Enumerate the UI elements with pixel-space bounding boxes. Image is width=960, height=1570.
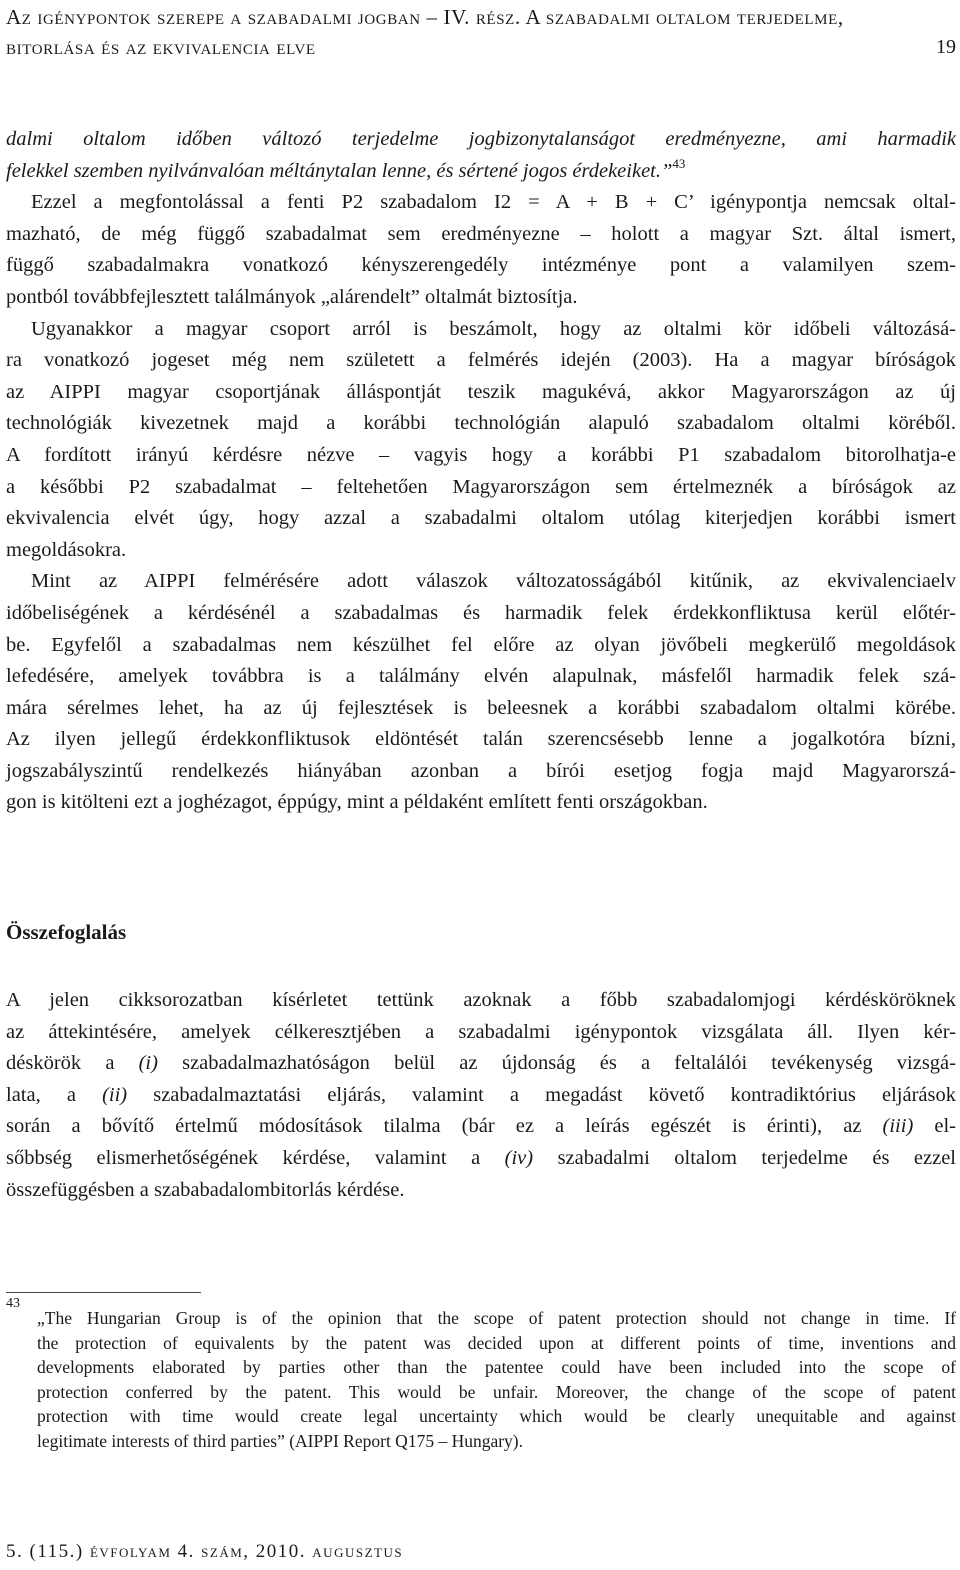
text-segment: déskörök a xyxy=(6,1052,139,1075)
text-segment: Ezzel a megfontolással a fenti P2 szabadalom I2 = A + B + C’ igénypontja nemcsak oltal- xyxy=(31,191,956,214)
running-header-line-1: Az igénypontok szerepe a szabadalmi jogban – IV. rész. A szabadalmi oltalom terjedelme, xyxy=(6,5,844,29)
text-segment: (ii) xyxy=(102,1083,128,1106)
footnote-reference: 43 xyxy=(672,155,686,171)
text-segment: lata, a xyxy=(6,1083,103,1106)
text-line xyxy=(6,1048,956,1080)
footnote-line: the protection of equivalents by the patent was decided upon at different points of time, inventions and xyxy=(37,1332,956,1353)
text-segment: ra vonatkozó jogeset még nem született a felmérés idején (2003). Ha a magyar bíróságok xyxy=(6,349,956,372)
page-footer: 5. (115.) évfolyam 4. szám, 2010. augusztus xyxy=(6,1541,404,1562)
text-segment: megoldásokra. xyxy=(6,538,127,561)
text-line xyxy=(6,408,956,440)
text-segment: (i) xyxy=(138,1052,158,1075)
text-segment: során a bővítő értelmű módosítások tilalma (bár ez a leírás egészét is érinti), az xyxy=(6,1115,883,1138)
summary-text xyxy=(6,985,956,1206)
text-segment: időbeliségének a kérdésénél a szabadalmas és harmadik felek érdekkonfliktusa kerül előtér- xyxy=(6,601,956,624)
text-line xyxy=(6,566,956,598)
text-line xyxy=(6,535,956,567)
text-line xyxy=(6,472,956,504)
text-line xyxy=(6,1111,956,1143)
text-line xyxy=(6,630,956,662)
text-segment: szabadalmi oltalom terjedelme és ezzel xyxy=(533,1146,956,1169)
text-line xyxy=(6,1143,956,1175)
body-text xyxy=(6,124,956,819)
text-line xyxy=(6,661,956,693)
text-segment: mára sérelmes lehet, ha az új fejlesztések is beleesnek a korábbi szabadalom oltalmi körébe. xyxy=(6,696,956,719)
text-segment: Az ilyen jellegű érdekkonfliktusok eldöntését talán szerencsésebb lenne a jogalkotóra bízni, xyxy=(6,728,956,751)
footnote-line: „The Hungarian Group is of the opinion that the scope of patent protection should not change in time. If xyxy=(37,1308,956,1328)
text-line xyxy=(6,219,956,251)
text-segment: felekkel szemben nyilvánvalóan méltánytalan lenne, és sértené jogos érdekeiket.” xyxy=(6,159,673,182)
text-line xyxy=(6,377,956,409)
text-segment: pontból továbbfejlesztett találmányok „alárendelt” oltalmát biztosítja. xyxy=(6,285,578,308)
text-segment: Ugyanakkor a magyar csoport arról is beszámolt, hogy az oltalmi kör időbeli változásá- xyxy=(31,317,956,340)
text-line xyxy=(6,1017,956,1049)
text-line xyxy=(6,440,956,472)
text-line xyxy=(6,503,956,535)
text-segment: technológiák kivezetnek majd a korábbi technológián alapuló szabadalom oltalmi köréből. xyxy=(6,412,956,435)
text-segment: A fordított irányú kérdésre nézve – vagyis hogy a korábbi P1 szabadalom bitorolhatja-e xyxy=(6,443,956,466)
text-segment: dalmi oltalom időben változó terjedelme jogbizonytalanságot eredményezne, ami harmadik xyxy=(6,128,956,150)
running-header xyxy=(6,2,956,62)
text-segment: el- xyxy=(913,1115,956,1138)
text-segment: gon is kitölteni ezt a joghézagot, éppúgy, mint a példaként említett fenti országokban. xyxy=(6,791,708,814)
text-segment: az áttekintésére, amelyek célkeresztjében a szabadalmi igénypontok vizsgálata áll. Ilyen kér- xyxy=(6,1020,956,1043)
text-segment: be. Egyfelől a szabadalmas nem készülhet fel előre az olyan jövőbeli megkerülő megoldások xyxy=(6,633,956,656)
text-line xyxy=(6,250,956,282)
section-heading-summary: Összefoglalás xyxy=(6,920,127,944)
text-line xyxy=(6,187,956,219)
running-header-line-2: bitorlása és az ekvivalencia elve xyxy=(6,35,316,59)
text-segment: az AIPPI magyar csoportjának álláspontját teszik magukévá, akkor Magyarországon az új xyxy=(6,380,956,403)
text-line xyxy=(6,1080,956,1112)
text-segment: összefüggésben a szababadalombitorlás kérdése. xyxy=(6,1178,405,1201)
text-segment: szabadalmazhatóságon belül az újdonság és a feltalálói tevékenység vizsgá- xyxy=(157,1052,956,1075)
text-segment: a későbbi P2 szabadalmat – feltehetően Magyarországon sem értelmeznék a bíróságok az xyxy=(6,475,956,498)
text-segment: A jelen cikksorozatban kísérletet tettünk azoknak a főbb szabadalomjogi kérdésköröknek xyxy=(6,989,956,1011)
text-line xyxy=(6,282,956,314)
text-segment: jogszabályszintű rendelkezés hiányában azonban a bírói esetjog fogja majd Magyarorszá- xyxy=(6,759,956,782)
text-line xyxy=(6,787,956,819)
text-segment: mazható, de még függő szabadalmat sem eredményezne – holott a magyar Szt. által ismert, xyxy=(6,222,956,245)
text-line xyxy=(6,1175,956,1207)
text-line xyxy=(6,314,956,346)
text-line xyxy=(6,124,956,156)
footnote-separator xyxy=(6,1292,201,1293)
text-segment: ekvivalencia elvét úgy, hogy azzal a szabadalmi oltalom utólag kiterjedjen korábbi ismert xyxy=(6,507,956,530)
text-line xyxy=(6,693,956,725)
text-line xyxy=(6,156,956,188)
page-number: 19 xyxy=(936,36,956,58)
footnote-line: developments elaborated by parties other than the patentee could have been included into the scope of xyxy=(37,1357,956,1378)
text-segment: sőbbség elismerhetőségének kérdése, valamint a xyxy=(6,1146,505,1169)
text-line xyxy=(6,756,956,788)
text-line xyxy=(6,345,956,377)
text-segment: függő szabadalmakra vonatkozó kényszerengedély intézménye pont a valamilyen szem- xyxy=(6,254,956,277)
footnote-text xyxy=(37,1306,956,1454)
text-line xyxy=(6,985,956,1017)
footnote-line: protection with time would create legal uncertainty which would be clearly unequitable and against xyxy=(37,1406,956,1427)
text-segment: szabadalmaztatási eljárás, valamint a megadást követő kontradiktórius eljárások xyxy=(127,1083,956,1106)
text-segment: lefedésére, amelyek továbbra is a találmány elvén alapulnak, másfelől harmadik felek szá- xyxy=(6,665,956,688)
text-segment: (iii) xyxy=(882,1115,914,1138)
text-line xyxy=(6,598,956,630)
footnote-line: protection conferred by the patent. This would be unfair. Moreover, the change of the scope of patent xyxy=(37,1381,956,1402)
footnote-number: 43 xyxy=(6,1296,20,1311)
text-segment: Mint az AIPPI felmérésére adott válaszok változatosságából kitűnik, az ekvivalenciaelv xyxy=(31,570,956,593)
footnote-line: legitimate interests of third parties” (AIPPI Report Q175 – Hungary). xyxy=(37,1430,524,1451)
text-segment: (iv) xyxy=(504,1146,534,1169)
text-line xyxy=(6,724,956,756)
